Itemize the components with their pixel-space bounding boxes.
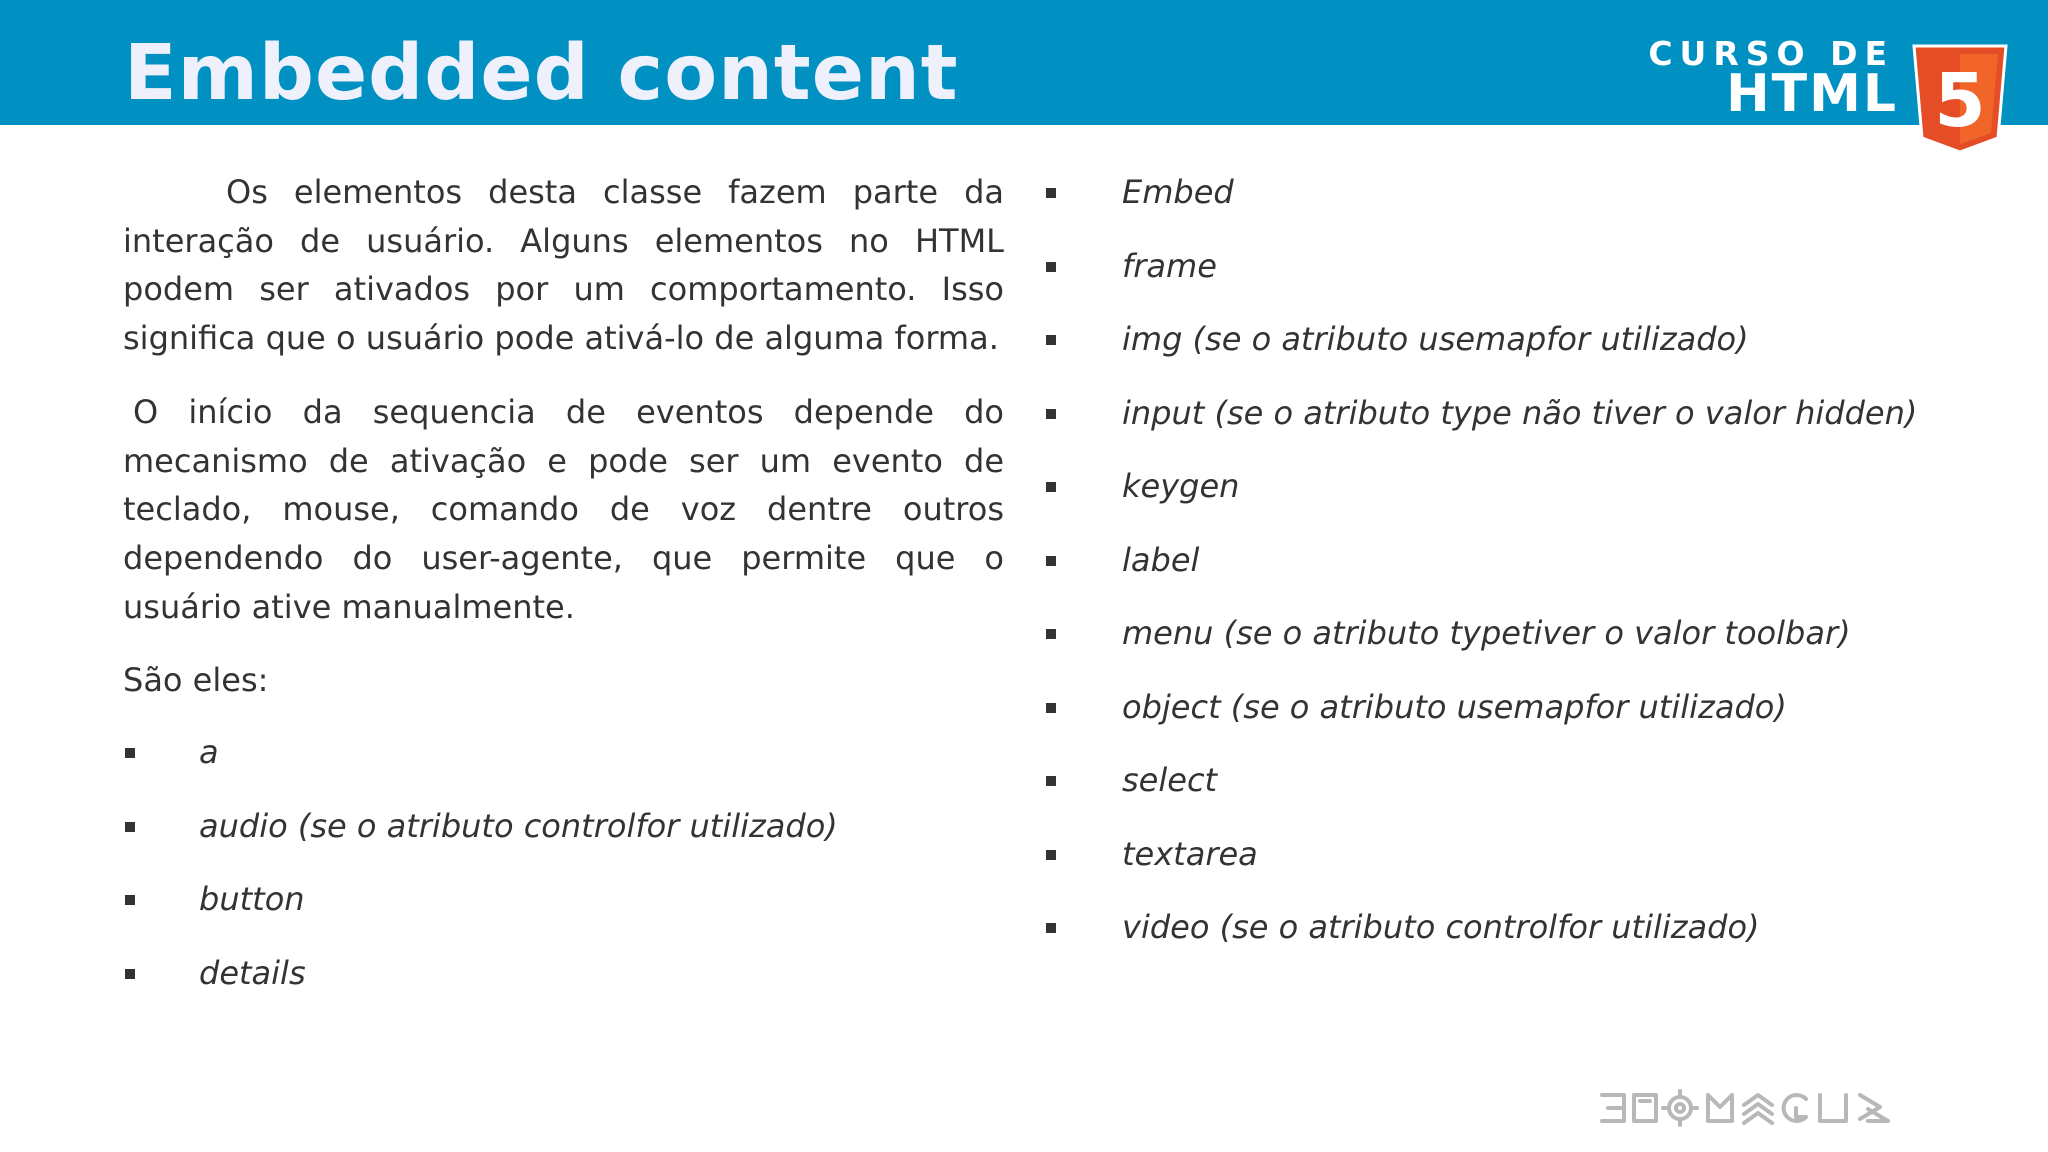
list-item [1044,683,2024,757]
square-bullet-icon [1046,409,1056,419]
square-bullet-icon [125,822,135,832]
curso-html5-logo [1640,32,2012,160]
square-bullet-icon [1046,703,1056,713]
list-item-text: button [199,880,305,919]
square-bullet-icon [1046,629,1056,639]
list-item [1044,462,2024,536]
footer-brand-logo-icon [1598,1087,1970,1131]
square-bullet-icon [1046,556,1056,566]
list-item [123,949,1004,1023]
list-intro: São eles: [123,661,269,700]
right-column [1044,168,2024,977]
list-item [1044,756,2024,830]
list-item-text: input (se o atributo type não tiver o valor hidden) [1122,393,1918,432]
list-item-text: frame [1122,246,1217,285]
list-item-text: keygen [1122,467,1240,505]
square-bullet-icon [1046,776,1056,786]
square-bullet-icon [1046,850,1056,860]
list-item [123,802,1004,876]
square-bullet-icon [125,748,135,758]
list-item [1044,536,2024,610]
list-item [1044,830,2024,904]
square-bullet-icon [1046,335,1056,345]
square-bullet-icon [125,969,135,979]
list-item [1044,315,2024,389]
square-bullet-icon [1046,923,1056,933]
logo-html-text: HTML [1726,64,1898,124]
list-item [1044,609,2024,683]
list-item-text: audio (se o atributo controlfor utilizado) [199,806,838,845]
list-item [123,875,1004,949]
square-bullet-icon [1046,188,1056,198]
list-item [1044,389,2024,463]
logo-curso-de-text: CURSO DE [1648,34,1894,73]
intro-paragraph: Os elementos desta classe fazem parte da interação de usuário. Alguns elementos no HTML podem ser ativados por um comportamento. Isso significa que o usuário pode ativá-lo de alguma forma. [123,173,1004,358]
list-item-text: object (se o atributo usemapfor utilizado) [1122,687,1787,726]
left-element-list [123,728,1004,1022]
list-item [1044,168,2024,242]
list-item-text: a [199,733,219,772]
list-item-text: Embed [1122,173,1234,211]
left-column [123,168,1004,1022]
square-bullet-icon [125,895,135,905]
list-item-text: select [1122,761,1218,799]
list-item-text: label [1122,540,1200,579]
square-bullet-icon [1046,482,1056,492]
slide-title: Embedded content [124,29,959,118]
activation-paragraph: O início da sequencia de eventos depende do mecanismo de ativação e pode ser um evento de teclado, mouse, comando de voz dentre outros dependendo do user-agente, que permite que o usuário ative manualmente. [123,392,1004,626]
list-item-text: textarea [1122,834,1258,873]
list-item-text: menu (se o atributo typetiver o valor toolbar) [1122,614,1851,652]
right-element-list [1044,168,2024,977]
html5-shield-icon [1908,40,2012,158]
list-item [123,728,1004,802]
list-item [1044,903,2024,977]
square-bullet-icon [1046,262,1056,272]
list-item-text: details [199,953,306,992]
list-item-text: video (se o atributo controlfor utilizado) [1122,908,1760,946]
shield-number: 5 [1934,58,1986,144]
list-item [1044,242,2024,316]
list-item-text: img (se o atributo usemapfor utilizado) [1122,320,1749,358]
